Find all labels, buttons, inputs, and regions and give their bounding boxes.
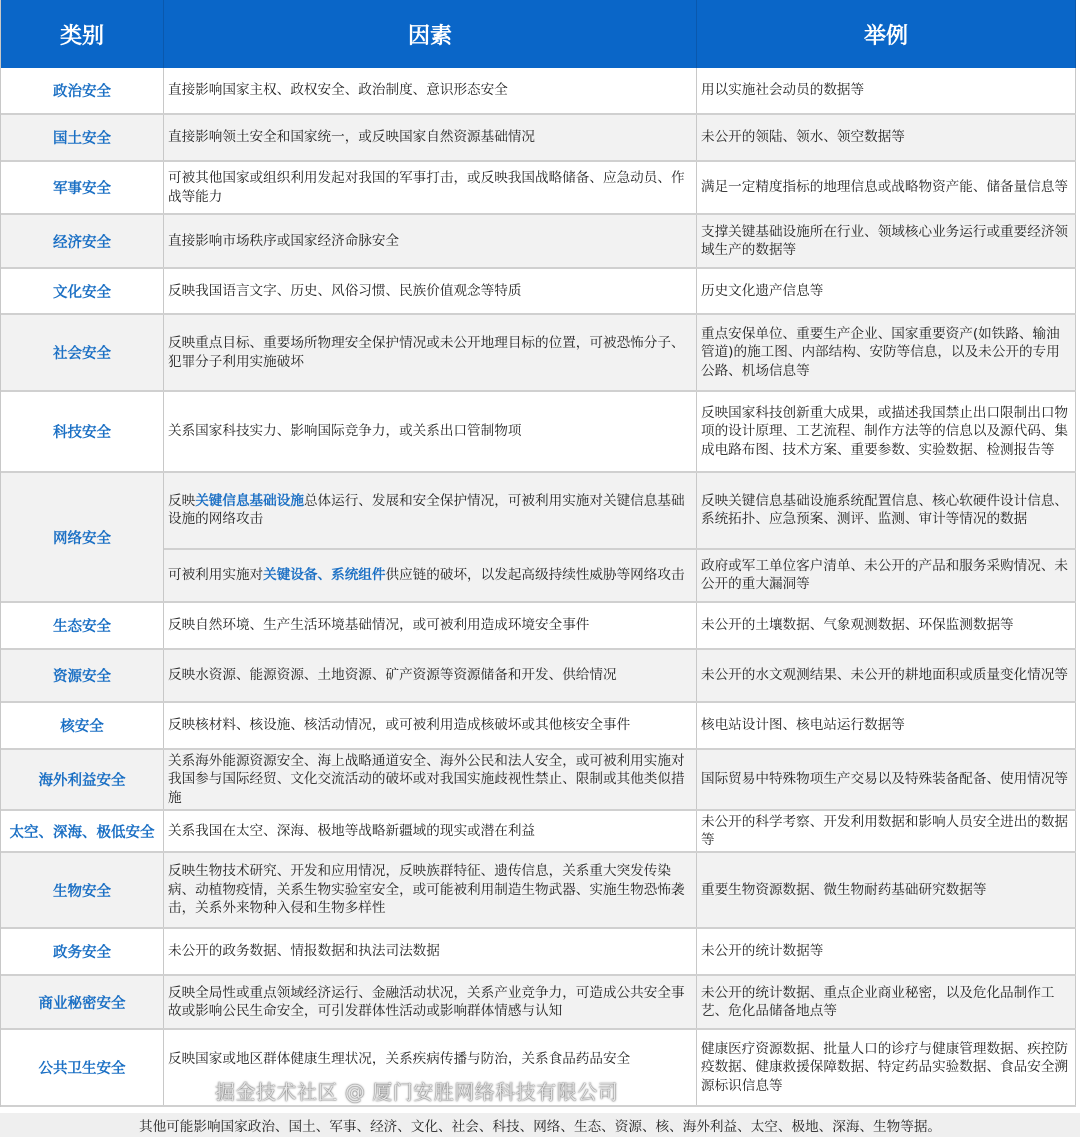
factor-cell	[164, 929, 697, 974]
factor-segment: 可被其他国家或组织利用发起对我国的军事打击，或反映我国战略储备、应急动员、作战等能力	[168, 170, 685, 205]
factor-segment: 关系海外能源资源安全、海上战略通道安全、海外公民和法人安全，或可被利用实施对我国参与国际经贸、文化交流活动的破坏或对我国实施歧视性禁止、限制或其他类似措施	[168, 752, 685, 806]
factor-text	[168, 942, 440, 961]
factor-cell	[164, 269, 697, 313]
factor-cell	[164, 976, 697, 1028]
factor-cell	[164, 162, 697, 213]
example-cell: 未公开的领陆、领水、领空数据等	[697, 115, 1076, 160]
category-cell: 公共卫生安全	[1, 1030, 164, 1105]
factor-cell	[164, 473, 697, 548]
factor-text	[168, 334, 692, 371]
category-cell: 海外利益安全	[1, 750, 164, 809]
header-factor: 因素	[164, 0, 697, 68]
factor-segment: 反映重点目标、重要场所物理安全保护情况或未公开地理目标的位置，可被恐怖分子、犯罪分子利用实施破坏	[168, 335, 685, 370]
factor-text	[168, 566, 685, 585]
factor-segment: 供应链的破坏，以发起高级持续性威胁等网络攻击	[385, 567, 685, 584]
example-cell: 反映关键信息基础设施系统配置信息、核心软硬件设计信息、系统拓扑、应急预案、测评、监测、审计等情况的数据	[697, 473, 1076, 548]
subrow-group	[164, 473, 1076, 601]
table-row	[1, 703, 1076, 750]
table-row	[1, 162, 1076, 215]
factor-segment: 反映国家或地区群体健康生理状况，关系疾病传播与防治，关系食品药品安全	[168, 1051, 631, 1067]
category-cell: 太空、深海、极低安全	[1, 811, 164, 851]
header-category: 类别	[1, 0, 164, 68]
factor-text	[168, 716, 630, 735]
highlighted-term: 关键信息基础设施	[195, 492, 304, 509]
factor-text	[168, 128, 535, 147]
factor-text	[168, 822, 535, 841]
highlighted-term: 关键设备、系统组件	[263, 567, 386, 584]
example-cell: 未公开的土壤数据、气象观测数据、环保监测数据等	[697, 603, 1076, 648]
factor-text	[168, 666, 617, 685]
factor-text	[168, 492, 692, 529]
factor-cell	[164, 115, 697, 160]
factor-segment: 反映自然环境、生产生活环境基础情况，或可被利用造成环境安全事件	[168, 617, 590, 634]
example-cell: 健康医疗资源数据、批量人口的诊疗与健康管理数据、疾控防疫数据、健康救援保障数据、特定药品实验数据、食品安全溯源标识信息等	[697, 1030, 1076, 1105]
example-cell: 历史文化遗产信息等	[697, 269, 1076, 313]
factor-cell	[164, 703, 697, 748]
category-cell: 政治安全	[1, 68, 164, 113]
example-cell: 重点安保单位、重要生产企业、国家重要资产(如铁路、输油管道)的施工图、内部结构、安防等信息，以及未公开的专用公路、机场信息等	[697, 315, 1076, 390]
table-subrow	[164, 473, 1076, 548]
table-row	[1, 650, 1076, 703]
example-cell: 重要生物资源数据、微生物耐药基础研究数据等	[697, 853, 1076, 927]
category-cell: 社会安全	[1, 315, 164, 390]
watermark: 掘金技术社区 @ 厦门安胜网络科技有限公司	[215, 1080, 619, 1104]
factor-segment: 关系我国在太空、深海、极地等战略新疆域的现实或潜在利益	[168, 822, 536, 839]
example-cell: 核电站设计图、核电站运行数据等	[697, 703, 1076, 748]
factor-cell	[164, 750, 697, 809]
example-cell: 未公开的科学考察、开发利用数据和影响人员安全进出的数据等	[697, 811, 1076, 851]
example-cell: 未公开的水文观测结果、未公开的耕地面积或质量变化情况等	[697, 650, 1076, 701]
table-row	[1, 603, 1076, 650]
factor-cell	[164, 315, 697, 390]
factor-segment: 反映我国语言文字、历史、风俗习惯、民族价值观念等特质	[168, 282, 522, 299]
example-cell: 支撑关键基础设施所在行业、领域核心业务运行或重要经济领域生产的数据等	[697, 215, 1076, 267]
factor-segment: 总体运行、发展和安全保护情况，可被利用实施对关键信息基础设施的网络攻击	[168, 492, 685, 528]
category-cell: 资源安全	[1, 650, 164, 701]
factor-segment: 可被利用实施对	[168, 567, 264, 584]
table-body	[1, 68, 1076, 1107]
table-row	[1, 976, 1076, 1030]
table-header	[1, 0, 1076, 68]
table-row	[1, 853, 1076, 929]
category-cell: 网络安全	[1, 473, 164, 601]
factor-cell	[164, 650, 697, 701]
category-cell: 生物安全	[1, 853, 164, 927]
example-cell: 国际贸易中特殊物项生产交易以及特殊装备配备、使用情况等	[697, 750, 1076, 809]
factor-text	[168, 81, 508, 100]
factor-text	[168, 984, 692, 1021]
factor-segment: 反映	[168, 492, 196, 509]
category-cell: 科技安全	[1, 392, 164, 471]
factor-cell	[164, 215, 697, 267]
factor-text	[168, 169, 692, 206]
factor-segment: 直接影响领土安全和国家统一，或反映国家自然资源基础情况	[168, 129, 536, 146]
factor-cell	[164, 68, 697, 113]
table-row	[1, 750, 1076, 811]
factor-text	[168, 752, 692, 808]
example-cell: 政府或军工单位客户清单、未公开的产品和服务采购情况、未公开的重大漏洞等	[697, 550, 1076, 601]
factor-text	[168, 862, 692, 918]
table-row	[1, 811, 1076, 853]
category-cell: 商业秘密安全	[1, 976, 164, 1028]
factor-segment: 反映核材料、核设施、核活动情况，或可被利用造成核破坏或其他核安全事件	[168, 717, 631, 734]
factor-text	[168, 232, 399, 251]
factor-segment: 关系国家科技实力、影响国际竞争力，或关系出口管制物项	[168, 423, 522, 440]
factor-text	[168, 282, 521, 301]
factor-segment: 反映全局性或重点领域经济运行、金融活动状况，关系产业竞争力，可造成公共安全事故或影响公民生命安全，可引发群体性活动或影响群体情感与认知	[168, 984, 685, 1019]
example-cell: 用以实施社会动员的数据等	[697, 68, 1076, 113]
category-cell: 政务安全	[1, 929, 164, 974]
table-row	[1, 315, 1076, 392]
factor-segment: 直接影响市场秩序或国家经济命脉安全	[168, 232, 400, 249]
factor-segment: 反映生物技术研究、开发和应用情况，反映族群特征、遗传信息，关系重大突发传染病、动植物疫情，关系生物实验室安全，或可能被利用制造生物武器、实施生物恐怖袭击，关系外来物种入侵和生物多样性	[168, 863, 685, 917]
factor-cell	[164, 603, 697, 648]
category-cell: 核安全	[1, 703, 164, 748]
factor-cell	[164, 550, 697, 601]
factor-cell	[164, 853, 697, 927]
header-example: 举例	[697, 0, 1076, 68]
example-cell: 满足一定精度指标的地理信息或战略物资产能、储备量信息等	[697, 162, 1076, 213]
factor-segment: 未公开的政务数据、情报数据和执法司法数据	[168, 943, 440, 960]
factor-cell	[164, 392, 697, 471]
category-cell: 国土安全	[1, 115, 164, 160]
factor-text	[168, 422, 521, 441]
factor-cell	[164, 811, 697, 851]
table-subrow	[164, 548, 1076, 601]
table-row	[1, 473, 1076, 603]
category-cell: 军事安全	[1, 162, 164, 213]
example-cell: 反映国家科技创新重大成果，或描述我国禁止出口限制出口物项的设计原理、工艺流程、制作方法等的信息以及源代码、集成电路布图、技术方案、重要参数、实验数据、检测报告等	[697, 392, 1076, 471]
category-cell: 生态安全	[1, 603, 164, 648]
table-row	[1, 269, 1076, 315]
factor-segment: 反映水资源、能源资源、土地资源、矿产资源等资源储备和开发、供给情况	[168, 667, 617, 684]
category-cell: 文化安全	[1, 269, 164, 313]
factor-segment: 直接影响国家主权、政权安全、政治制度、意识形态安全	[168, 82, 508, 99]
table-footer-note: 其他可能影响国家政治、国土、军事、经济、文化、社会、科技、网络、生态、资源、核、海外利益、太空、极地、深海、生物等据。	[0, 1113, 1080, 1137]
factor-text	[168, 1050, 630, 1069]
example-cell: 未公开的统计数据、重点企业商业秘密，以及危化品制作工艺、危化品储备地点等	[697, 976, 1076, 1028]
table-row	[1, 68, 1076, 115]
example-cell: 未公开的统计数据等	[697, 929, 1076, 974]
table-row	[1, 392, 1076, 473]
factor-text	[168, 616, 589, 635]
category-cell: 经济安全	[1, 215, 164, 267]
table-row	[1, 929, 1076, 976]
table-row	[1, 115, 1076, 162]
table-row	[1, 215, 1076, 269]
